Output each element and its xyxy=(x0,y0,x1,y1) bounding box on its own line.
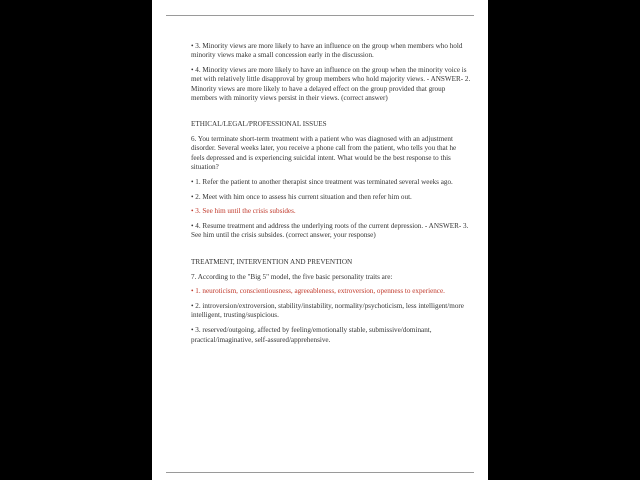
document-content xyxy=(191,42,471,350)
q7-option-3: • 3. reserved/outgoing, affected by feeling/emotionally stable, submissive/dominant, practical/imaginative, self-assured/apprehensive. xyxy=(191,326,432,344)
q6-option-3-highlighted: • 3. See him until the crisis subsides. xyxy=(191,207,296,216)
q7-option-2: • 2. introversion/extroversion, stability/instability, normality/psychoticism, less intelligent/more intelligent, trusting/suspicious. xyxy=(191,302,464,320)
q6-option-2: • 2. Meet with him once to assess his current situation and then refer him out. xyxy=(191,192,412,201)
question-7: 7. According to the "Big 5" model, the five basic personality traits are: xyxy=(191,272,393,281)
top-divider xyxy=(166,15,474,16)
section-heading-treatment: TREATMENT, INTERVENTION AND PREVENTION xyxy=(191,257,353,266)
q5-option-3: • 3. Minority views are more likely to have an influence on the group when members who hold minority views make a small concession early in the discussion. xyxy=(191,42,463,60)
q5-option-4-answer: • 4. Minority views are more likely to have an influence on the group when the minority voice is met with relatively little disapproval by group members who hold majority views. - ANSWER- 2. Minority views are more likely to have a delayed effect on the group provided that group members with minority views persist in their views. (correct answer) xyxy=(191,66,471,102)
q6-option-1: • 1. Refer the patient to another therapist since treatment was terminated several weeks ago. xyxy=(191,177,453,186)
q7-option-1-highlighted: • 1. neuroticism, conscientiousness, agreeableness, extroversion, openness to experience. xyxy=(191,287,445,296)
question-6: 6. You terminate short-term treatment with a patient who was diagnosed with an adjustment disorder. Several weeks later, you receive a phone call from the patient, who tells you that he feels depressed and is experiencing suicidal intent. What would be the best response to this situation? xyxy=(191,135,457,171)
bottom-divider xyxy=(166,472,474,473)
document-page xyxy=(152,0,488,480)
section-heading-ethical: ETHICAL/LEGAL/PROFESSIONAL ISSUES xyxy=(191,120,327,129)
q6-option-4-answer: • 4. Resume treatment and address the underlying roots of the current depression. - ANSWER- 3. See him until the crisis subsides. (correct answer, your response) xyxy=(191,222,469,240)
